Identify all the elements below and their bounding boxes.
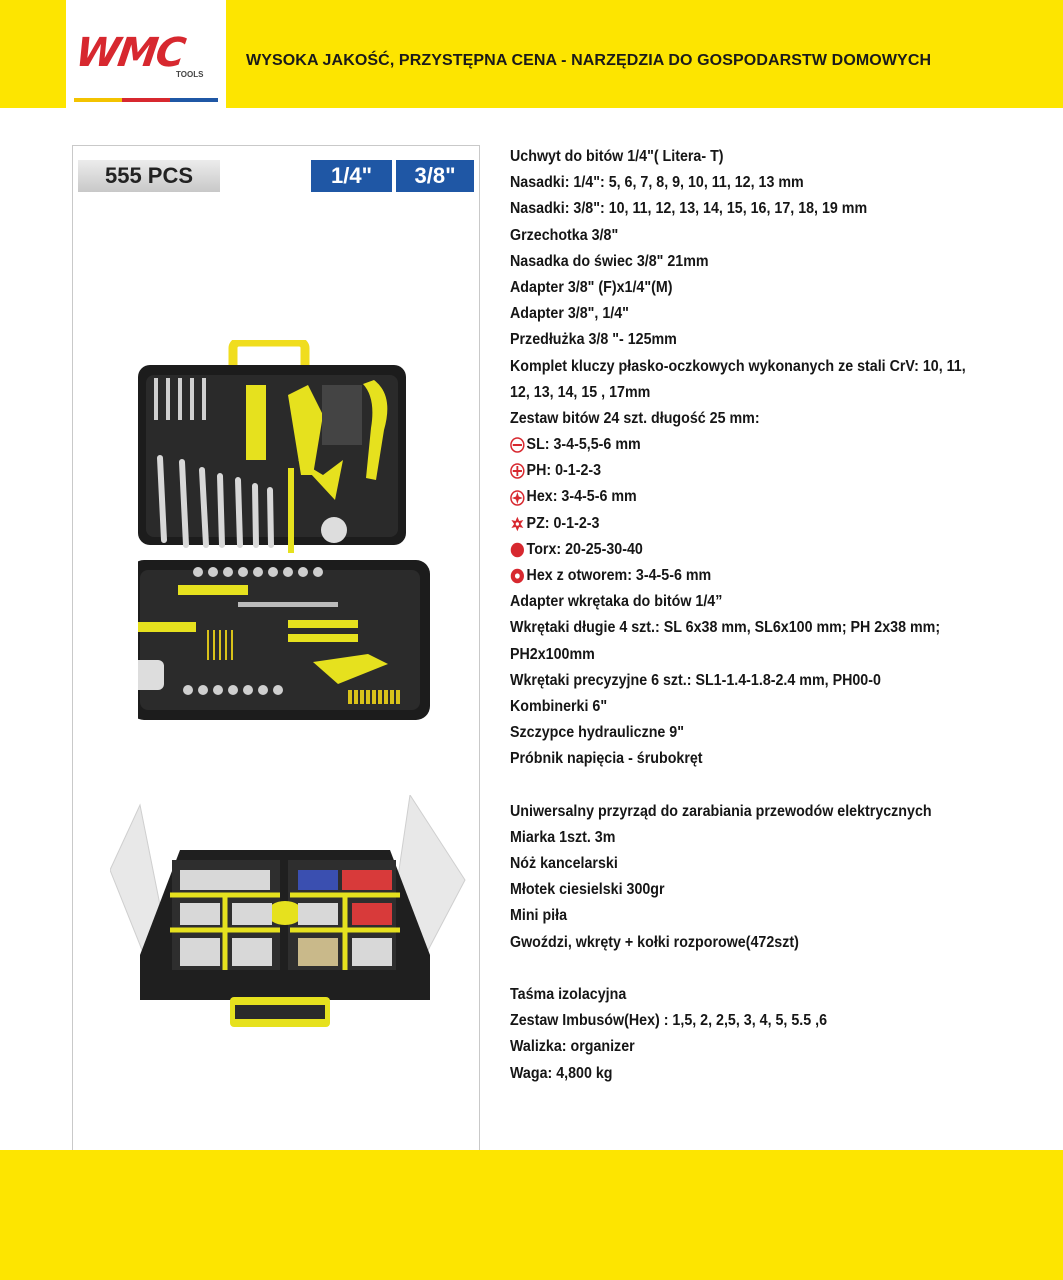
bit-spec-label: PZ: 0-1-2-3	[526, 514, 600, 532]
bit-spec-torx	[510, 537, 998, 563]
specification-list	[510, 144, 998, 1087]
bit-spec-hex	[510, 484, 998, 510]
logo-stripe	[74, 98, 218, 102]
spec-line: Uniwersalny przyrząd do zarabiania przewodów elektrycznych	[510, 802, 932, 820]
spec-line: 12, 13, 14, 15 , 17mm	[510, 383, 651, 401]
spec-line: Nóż kancelarski	[510, 855, 618, 873]
spec-line: Miarka 1szt. 3m	[510, 828, 616, 846]
torx-bit-icon	[510, 542, 525, 558]
spec-line: Wkrętaki długie 4 szt.: SL 6x38 mm, SL6x100 mm; PH 2x38 mm;	[510, 619, 941, 637]
spec-line: Waga: 4,800 kg	[510, 1064, 613, 1082]
spec-line: Grzechotka 3/8"	[510, 226, 619, 244]
bit-spec-label: Torx: 20-25-30-40	[526, 540, 643, 558]
spec-line: Gwoździ, wkręty + kołki rozporowe(472szt)	[510, 933, 799, 951]
spec-line: PH2x100mm	[510, 645, 595, 663]
bit-spec-label: Hex z otworem: 3-4-5-6 mm	[526, 567, 712, 584]
drive-size-badge-three-eighths: 3/8"	[396, 160, 474, 192]
spec-line: Zestaw Imbusów(Hex) : 1,5, 2, 2,5, 3, 4, 5, 5.5 ,6	[510, 1012, 828, 1030]
spec-line: Nasadka do świec 3/8" 21mm	[510, 252, 709, 270]
bit-spec-label: PH: 0-1-2-3	[526, 462, 602, 480]
logo-text: WMC	[72, 30, 187, 76]
security-hex-bit-icon	[510, 568, 525, 584]
spec-line: Adapter 3/8", 1/4"	[510, 305, 629, 323]
spec-line: Adapter wkrętaka do bitów 1/4”	[510, 593, 723, 611]
logo-subtext: TOOLS	[176, 70, 204, 79]
brand-logo	[66, 0, 226, 108]
spec-line: Szczypce hydrauliczne 9"	[510, 724, 684, 742]
pozidriv-bit-icon	[510, 516, 525, 532]
slotted-bit-icon	[510, 437, 525, 453]
spec-line: Komplet kluczy płasko-oczkowych wykonanych ze stali CrV: 10, 11,	[510, 357, 966, 375]
spec-line: Przedłużka 3/8 "- 125mm	[510, 331, 677, 349]
page-headline: WYSOKA JAKOŚĆ, PRZYSTĘPNA CENA - NARZĘDZIA DO GOSPODARSTW DOMOWYCH	[246, 52, 932, 69]
spec-line: Walizka: organizer	[510, 1038, 635, 1056]
bit-spec-label: Hex: 3-4-5-6 mm	[526, 488, 637, 506]
bit-spec-label: SL: 3-4-5,5-6 mm	[526, 436, 641, 454]
spec-line: Zestaw bitów 24 szt. długość 25 mm:	[510, 409, 760, 427]
piece-count-badge: 555 PCS	[78, 160, 220, 192]
spec-line: Mini piła	[510, 907, 568, 925]
bit-spec-phillips	[510, 458, 998, 484]
spec-line: Kombinerki 6"	[510, 697, 608, 715]
open-tool-case-image	[138, 340, 438, 720]
spec-line: Młotek ciesielski 300gr	[510, 881, 665, 899]
bit-spec-security-hex	[510, 563, 998, 589]
spec-line: Nasadki: 1/4": 5, 6, 7, 8, 9, 10, 11, 12, 13 mm	[510, 174, 804, 192]
hex-bit-icon	[510, 490, 525, 506]
drive-size-badge-quarter: 1/4"	[311, 160, 392, 192]
spec-line: Wkrętaki precyzyjne 6 szt.: SL1-1.4-1.8-2.4 mm, PH00-0	[510, 671, 881, 689]
spec-line: Nasadki: 3/8": 10, 11, 12, 13, 14, 15, 16, 17, 18, 19 mm	[510, 200, 868, 218]
spec-spacer	[510, 956, 998, 982]
spec-line: Próbnik napięcia - śrubokręt	[510, 750, 703, 768]
spec-line: Uchwyt do bitów 1/4"( Litera- T)	[510, 148, 724, 165]
phillips-bit-icon	[510, 463, 525, 479]
spec-line: Taśma izolacyjna	[510, 986, 627, 1003]
bit-spec-pozidriv	[510, 511, 998, 537]
organizer-case-image	[110, 795, 480, 1035]
bit-spec-slotted	[510, 432, 998, 458]
spec-line: Adapter 3/8" (F)x1/4"(M)	[510, 278, 673, 296]
spec-spacer	[510, 773, 998, 799]
footer-band	[0, 1150, 1063, 1280]
